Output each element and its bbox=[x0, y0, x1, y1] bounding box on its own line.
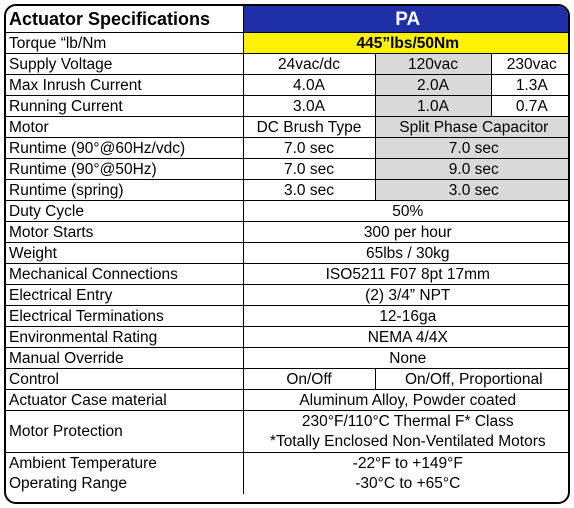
cell-value: ISO5211 F07 8pt 17mm bbox=[243, 264, 570, 285]
row-running-current bbox=[6, 96, 570, 117]
row-runtime-60hz bbox=[6, 138, 570, 159]
row-label: Motor Starts bbox=[6, 222, 243, 243]
row-manual-override bbox=[6, 348, 570, 369]
value-line: -22°F to +149°F bbox=[352, 454, 463, 472]
cell-value: 3.0A bbox=[243, 96, 375, 117]
row-label: Duty Cycle bbox=[6, 201, 243, 222]
cell-value: Split Phase Capacitor bbox=[375, 117, 570, 138]
row-label: Motor Protection bbox=[6, 411, 243, 453]
cell-value: 7.0 sec bbox=[243, 138, 375, 159]
cell-value: 65lbs / 30kg bbox=[243, 243, 570, 264]
row-label: Supply Voltage bbox=[6, 54, 243, 75]
row-label: Runtime (90°@50Hz) bbox=[6, 159, 243, 180]
cell-value: (2) 3/4” NPT bbox=[243, 285, 570, 306]
cell-value: Aluminum Alloy, Powder coated bbox=[243, 390, 570, 411]
value-line: *Totally Enclosed Non-Ventilated Motors bbox=[269, 432, 546, 450]
cell-value: 230vac bbox=[491, 54, 570, 75]
row-label bbox=[6, 453, 243, 495]
row-label: Weight bbox=[6, 243, 243, 264]
row-label: Torque “lb/Nm bbox=[6, 33, 243, 54]
label-line: Operating Range bbox=[9, 474, 128, 492]
row-label: Runtime (90°@60Hz/vdc) bbox=[6, 138, 243, 159]
row-environmental bbox=[6, 327, 570, 348]
cell-value: 12-16ga bbox=[243, 306, 570, 327]
cell-value: 300 per hour bbox=[243, 222, 570, 243]
row-motor-protection bbox=[6, 411, 570, 453]
cell-value: 4.0A bbox=[243, 75, 375, 96]
cell-value: 7.0 sec bbox=[243, 159, 375, 180]
row-control bbox=[6, 369, 570, 390]
cell-value bbox=[243, 411, 570, 453]
model-name: PA bbox=[243, 6, 570, 33]
cell-value: 1.3A bbox=[491, 75, 570, 96]
cell-value: None bbox=[243, 348, 570, 369]
row-electrical-terminations bbox=[6, 306, 570, 327]
row-motor bbox=[6, 117, 570, 138]
cell-value: 7.0 sec bbox=[375, 138, 570, 159]
row-label: Mechanical Connections bbox=[6, 264, 243, 285]
value-line: 230°F/110°C Thermal F* Class bbox=[301, 412, 514, 430]
spec-grid bbox=[6, 6, 570, 494]
cell-value: 0.7A bbox=[491, 96, 570, 117]
row-label: Runtime (spring) bbox=[6, 180, 243, 201]
cell-value: 50% bbox=[243, 201, 570, 222]
row-electrical-entry bbox=[6, 285, 570, 306]
row-runtime-50hz bbox=[6, 159, 570, 180]
row-motor-starts bbox=[6, 222, 570, 243]
row-label: Max Inrush Current bbox=[6, 75, 243, 96]
row-label: Manual Override bbox=[6, 348, 243, 369]
row-weight bbox=[6, 243, 570, 264]
row-label: Control bbox=[6, 369, 243, 390]
cell-value: 24vac/dc bbox=[243, 54, 375, 75]
row-label: Electrical Entry bbox=[6, 285, 243, 306]
row-label: Environmental Rating bbox=[6, 327, 243, 348]
label-line: Ambient Temperature bbox=[9, 454, 157, 472]
row-runtime-spring bbox=[6, 180, 570, 201]
row-label: Electrical Terminations bbox=[6, 306, 243, 327]
cell-value: 3.0 sec bbox=[375, 180, 570, 201]
spec-table bbox=[4, 4, 570, 504]
cell-value: 3.0 sec bbox=[243, 180, 375, 201]
cell-value: DC Brush Type bbox=[243, 117, 375, 138]
table-title: Actuator Specifications bbox=[6, 6, 243, 33]
row-torque bbox=[6, 33, 570, 54]
row-ambient-temperature bbox=[6, 453, 570, 495]
value-line: -30°C to +65°C bbox=[355, 474, 461, 492]
row-max-inrush bbox=[6, 75, 570, 96]
cell-value: 9.0 sec bbox=[375, 159, 570, 180]
cell-value: 120vac bbox=[375, 54, 491, 75]
row-case-material bbox=[6, 390, 570, 411]
cell-value bbox=[243, 453, 570, 495]
row-label: Actuator Case material bbox=[6, 390, 243, 411]
cell-value: 2.0A bbox=[375, 75, 491, 96]
cell-value: 1.0A bbox=[375, 96, 491, 117]
row-label: Motor bbox=[6, 117, 243, 138]
row-supply-voltage bbox=[6, 54, 570, 75]
header-row bbox=[6, 6, 570, 33]
cell-value: On/Off, Proportional bbox=[375, 369, 570, 390]
row-label: Running Current bbox=[6, 96, 243, 117]
row-duty-cycle bbox=[6, 201, 570, 222]
cell-value: On/Off bbox=[243, 369, 375, 390]
cell-value: NEMA 4/4X bbox=[243, 327, 570, 348]
row-mechanical bbox=[6, 264, 570, 285]
torque-value: 445”lbs/50Nm bbox=[243, 33, 570, 54]
